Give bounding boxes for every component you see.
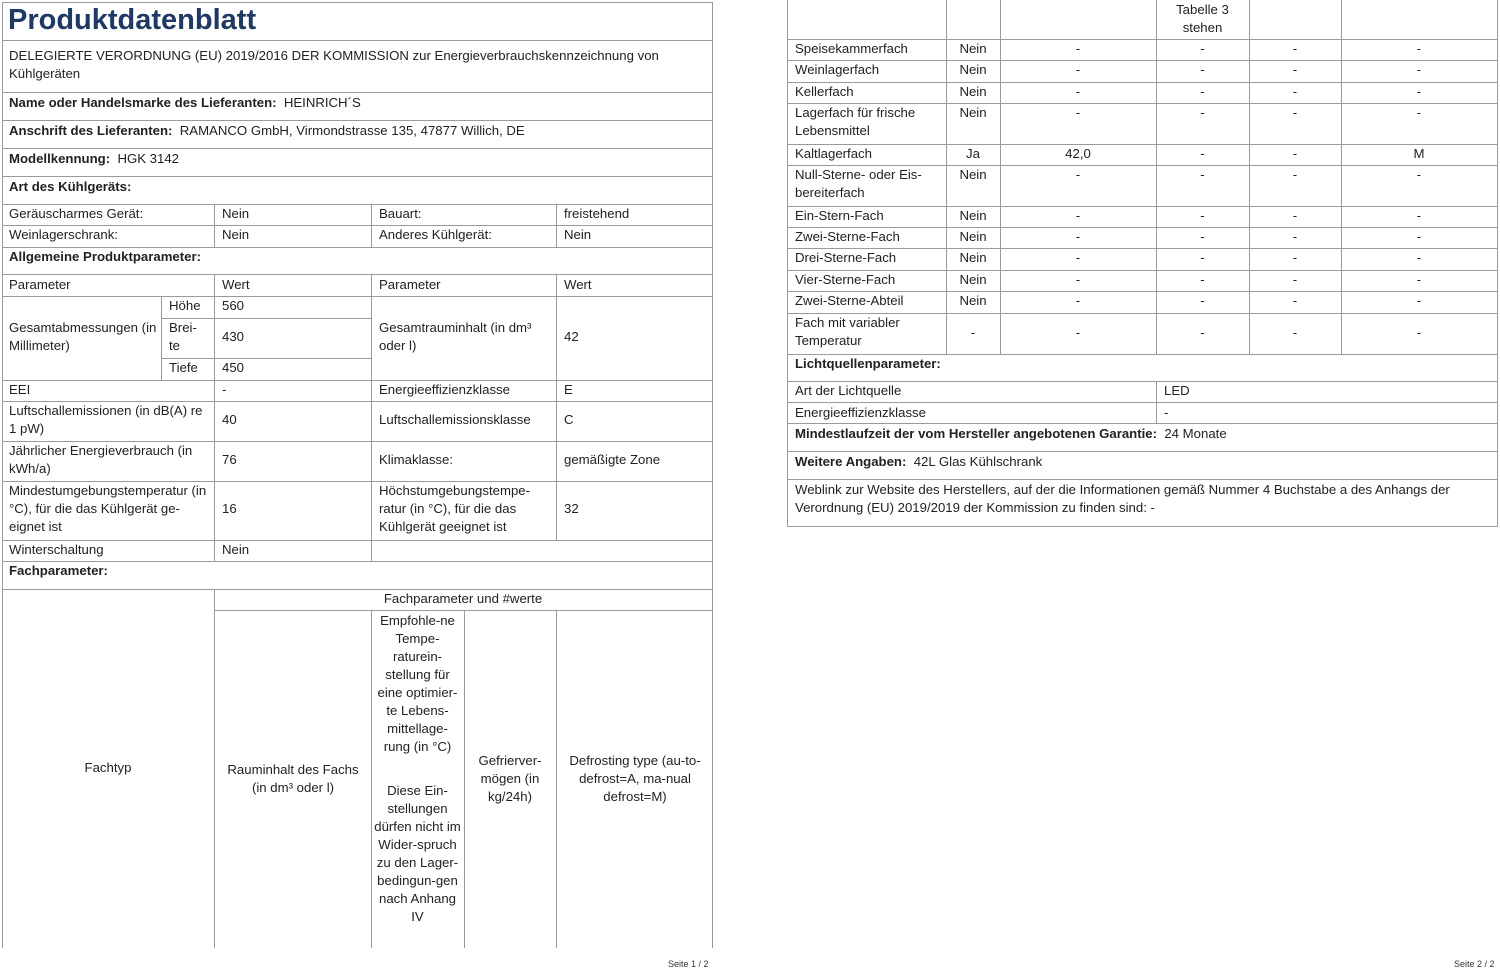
compartment-freeze: -	[1292, 41, 1298, 56]
compartment-freeze: -	[1292, 325, 1298, 340]
compartment-name: Fach mit variabler Temperatur	[795, 315, 900, 348]
eclass-value: E	[564, 382, 573, 397]
light-type-label: Art der Lichtquelle	[795, 383, 902, 398]
compartment-temp: -	[1200, 167, 1205, 182]
energy-label: Jährlicher Energieverbrauch (in kWh/a)	[9, 443, 193, 476]
compartment-volume: -	[1075, 105, 1081, 120]
col-temp-a: Empfohle-ne Tempe-raturein-stellung für eine optimier-te Lebens-mittellage-rung (in °C)	[377, 613, 458, 754]
compartment-defrost: -	[1416, 250, 1422, 265]
param-header: Parameter	[9, 277, 71, 292]
compartment-temp: -	[1200, 105, 1205, 120]
address-value: RAMANCO GmbH, Virmondstrasse 135, 47877 Willich, DE	[179, 123, 525, 138]
compartment-temp: -	[1200, 62, 1205, 77]
compartment-volume: -	[1075, 208, 1081, 223]
noise-value: 40	[222, 412, 237, 427]
compartment-present: Nein	[959, 272, 987, 287]
model-row	[9, 150, 179, 168]
address-label: Anschrift des Lieferanten:	[9, 123, 173, 138]
noise-label: Luftschallemissionen (in dB(A) re 1 pW)	[9, 403, 203, 436]
compartment-freeze: -	[1292, 62, 1298, 77]
compartment-present: Nein	[959, 62, 987, 77]
compartment-defrost: -	[1416, 272, 1422, 287]
low-noise-label: Geräuscharmes Gerät:	[9, 206, 144, 221]
compartment-freeze: -	[1292, 250, 1298, 265]
type-header: Art des Kühlgeräts:	[9, 179, 132, 194]
model-label: Modellkennung:	[9, 151, 111, 166]
compartment-temp: -	[1200, 229, 1205, 244]
more-value: 42L Glas Kühlschrank	[913, 454, 1043, 469]
compartment-defrost: -	[1416, 325, 1422, 340]
model-value: HGK 3142	[117, 151, 180, 166]
more-label: Weitere Angaben:	[795, 454, 907, 469]
compartment-freeze: -	[1292, 272, 1298, 287]
compartment-defrost: -	[1416, 62, 1422, 77]
compartment-present: Nein	[959, 41, 987, 56]
compartment-name: Kellerfach	[795, 84, 854, 99]
compartment-present: Nein	[959, 250, 987, 265]
compartment-freeze: -	[1292, 105, 1298, 120]
dims-label: Gesamtabmessungen (in Millimeter)	[9, 320, 157, 353]
warranty-label: Mindestlaufzeit der vom Hersteller angebotenen Garantie:	[795, 426, 1158, 441]
compartment-temp: -	[1200, 272, 1205, 287]
compartment-defrost: M	[1413, 146, 1425, 161]
compartment-volume: -	[1075, 250, 1081, 265]
climate-value: gemäßigte Zone	[564, 452, 661, 467]
compartment-name: Drei-Sterne-Fach	[795, 250, 897, 265]
supplier-value: HEINRICH´S	[283, 95, 361, 110]
other-label: Anderes Kühlgerät:	[379, 227, 492, 242]
compartment-volume: -	[1075, 272, 1081, 287]
compartment-name: Vier-Sterne-Fach	[795, 272, 896, 287]
compartment-volume: -	[1075, 167, 1081, 182]
design-value: freistehend	[564, 206, 630, 221]
compartment-header: Fachparameter:	[9, 563, 108, 578]
maxtemp-label: Höchstumgebungstempe-ratur (in °C), für die das Kühlgerät geeignet ist	[379, 483, 531, 534]
height-value: 560	[222, 298, 245, 313]
other-value: Nein	[564, 227, 592, 242]
compartment-present: Nein	[959, 208, 987, 223]
compartment-freeze: -	[1292, 167, 1298, 182]
page-1-footer: Seite 1 / 2	[668, 959, 709, 969]
value-header: Wert	[222, 277, 250, 292]
compartment-volume: -	[1075, 325, 1081, 340]
compartment-temp: -	[1200, 146, 1205, 161]
eei-value: -	[222, 382, 227, 397]
compartment-defrost: -	[1416, 167, 1422, 182]
page-title: Produktdatenblatt	[8, 4, 257, 36]
fachtyp-label: Fachtyp	[84, 760, 132, 775]
compartment-temp: -	[1200, 250, 1205, 265]
compartment-present: Nein	[959, 167, 987, 182]
supplier-row	[9, 94, 361, 112]
noise-class-label: Luftschallemissionsklasse	[379, 412, 531, 427]
compartment-volume: -	[1075, 229, 1081, 244]
compartment-defrost: -	[1416, 105, 1422, 120]
compartment-defrost: -	[1416, 84, 1422, 99]
page-2-footer: Seite 2 / 2	[1454, 959, 1495, 969]
compartment-present: Nein	[959, 229, 987, 244]
wine-value: Nein	[222, 227, 250, 242]
compartment-freeze: -	[1292, 208, 1298, 223]
mintemp-label: Mindestumgebungstemperatur (in °C), für die das Kühlgerät ge-eignet ist	[9, 483, 207, 534]
compartment-temp: -	[1200, 41, 1205, 56]
more-row	[795, 453, 1042, 471]
compartment-present: Nein	[959, 105, 987, 120]
compartment-temp: -	[1200, 208, 1205, 223]
compartment-volume: -	[1075, 293, 1081, 308]
depth-label: Tiefe	[169, 360, 198, 375]
compartment-name: Null-Sterne- oder Eis-bereiterfach	[795, 167, 922, 200]
col-freeze: Gefrierver-mögen (in kg/24h)	[478, 753, 542, 804]
compartment-freeze: -	[1292, 146, 1298, 161]
volume-value: 42	[564, 329, 579, 344]
compartment-defrost: -	[1416, 229, 1422, 244]
compartment-volume: -	[1075, 41, 1081, 56]
maxtemp-value: 32	[564, 501, 579, 516]
width-label: Brei-te	[169, 320, 197, 353]
volume-label: Gesamtrauminhalt (in dm³ oder l)	[379, 320, 532, 353]
value-header-2: Wert	[564, 277, 592, 292]
col-volume: Rauminhalt des Fachs (in dm³ oder l)	[227, 762, 359, 795]
compartment-volume: -	[1075, 62, 1081, 77]
height-label: Höhe	[169, 298, 201, 313]
light-type-value: LED	[1164, 383, 1190, 398]
fach-values-header: Fachparameter und #werte	[383, 591, 543, 606]
table-continuation: Tabelle 3 stehen	[1176, 2, 1229, 35]
compartment-name: Speisekammerfach	[795, 41, 908, 56]
address-row	[9, 122, 525, 140]
compartment-name: Weinlagerfach	[795, 62, 880, 77]
compartment-freeze: -	[1292, 293, 1298, 308]
supplier-label: Name oder Handelsmarke des Lieferanten:	[9, 95, 277, 110]
compartment-present: Ja	[966, 146, 980, 161]
depth-value: 450	[222, 360, 245, 375]
compartment-name: Ein-Stern-Fach	[795, 208, 884, 223]
width-value: 430	[222, 329, 245, 344]
compartment-defrost: -	[1416, 208, 1422, 223]
general-header: Allgemeine Produktparameter:	[9, 249, 202, 264]
compartment-name: Lagerfach für frische Lebensmittel	[795, 105, 916, 138]
energy-value: 76	[222, 452, 237, 467]
col-temp-b: Diese Ein-stellungen dürfen nicht im Wider-spruch zu den Lager-bedingun-gen nach Anhang IV	[374, 783, 461, 924]
mintemp-value: 16	[222, 501, 237, 516]
compartment-freeze: -	[1292, 84, 1298, 99]
warranty-row	[795, 425, 1227, 443]
weblink-text: Weblink zur Website des Herstellers, auf der die Informationen gemäß Nummer 4 Buchstabe a des Anhangs der Verordnung (EU) 2019/2019 der Kommission zu finden sind: -	[795, 482, 1450, 515]
compartment-name: Kaltlagerfach	[795, 146, 872, 161]
winter-value: Nein	[222, 542, 250, 557]
compartment-temp: -	[1200, 293, 1205, 308]
col-defrost: Defrosting type (au-to-defrost=A, ma-nual defrost=M)	[569, 753, 701, 804]
light-class-label: Energieeffizienzklasse	[795, 405, 926, 420]
design-label: Bauart:	[379, 206, 422, 221]
wine-label: Weinlagerschrank:	[9, 227, 118, 242]
compartment-defrost: -	[1416, 41, 1422, 56]
compartment-present: Nein	[959, 293, 987, 308]
eclass-label: Energieeffizienzklasse	[379, 382, 510, 397]
compartment-volume: -	[1075, 84, 1081, 99]
compartment-temp: -	[1200, 325, 1205, 340]
noise-class-value: C	[564, 412, 574, 427]
compartment-present: -	[970, 325, 976, 340]
param-header-2: Parameter	[379, 277, 441, 292]
light-header: Lichtquellenparameter:	[795, 356, 941, 371]
climate-label: Klimaklasse:	[379, 452, 454, 467]
low-noise-value: Nein	[222, 206, 250, 221]
winter-label: Winterschaltung	[9, 542, 104, 557]
regulation-text: DELEGIERTE VERORDNUNG (EU) 2019/2016 DER KOMMISSION zur Energieverbrauchskennzeichnung von Kühlgeräten	[9, 48, 659, 81]
eei-label: EEI	[9, 382, 31, 397]
compartment-temp: -	[1200, 84, 1205, 99]
compartment-name: Zwei-Sterne-Fach	[795, 229, 900, 244]
compartment-present: Nein	[959, 84, 987, 99]
compartment-volume: 42,0	[1065, 146, 1091, 161]
light-class-value: -	[1164, 405, 1169, 420]
compartment-freeze: -	[1292, 229, 1298, 244]
compartment-name: Zwei-Sterne-Abteil	[795, 293, 904, 308]
compartment-defrost: -	[1416, 293, 1422, 308]
warranty-value: 24 Monate	[1164, 426, 1227, 441]
